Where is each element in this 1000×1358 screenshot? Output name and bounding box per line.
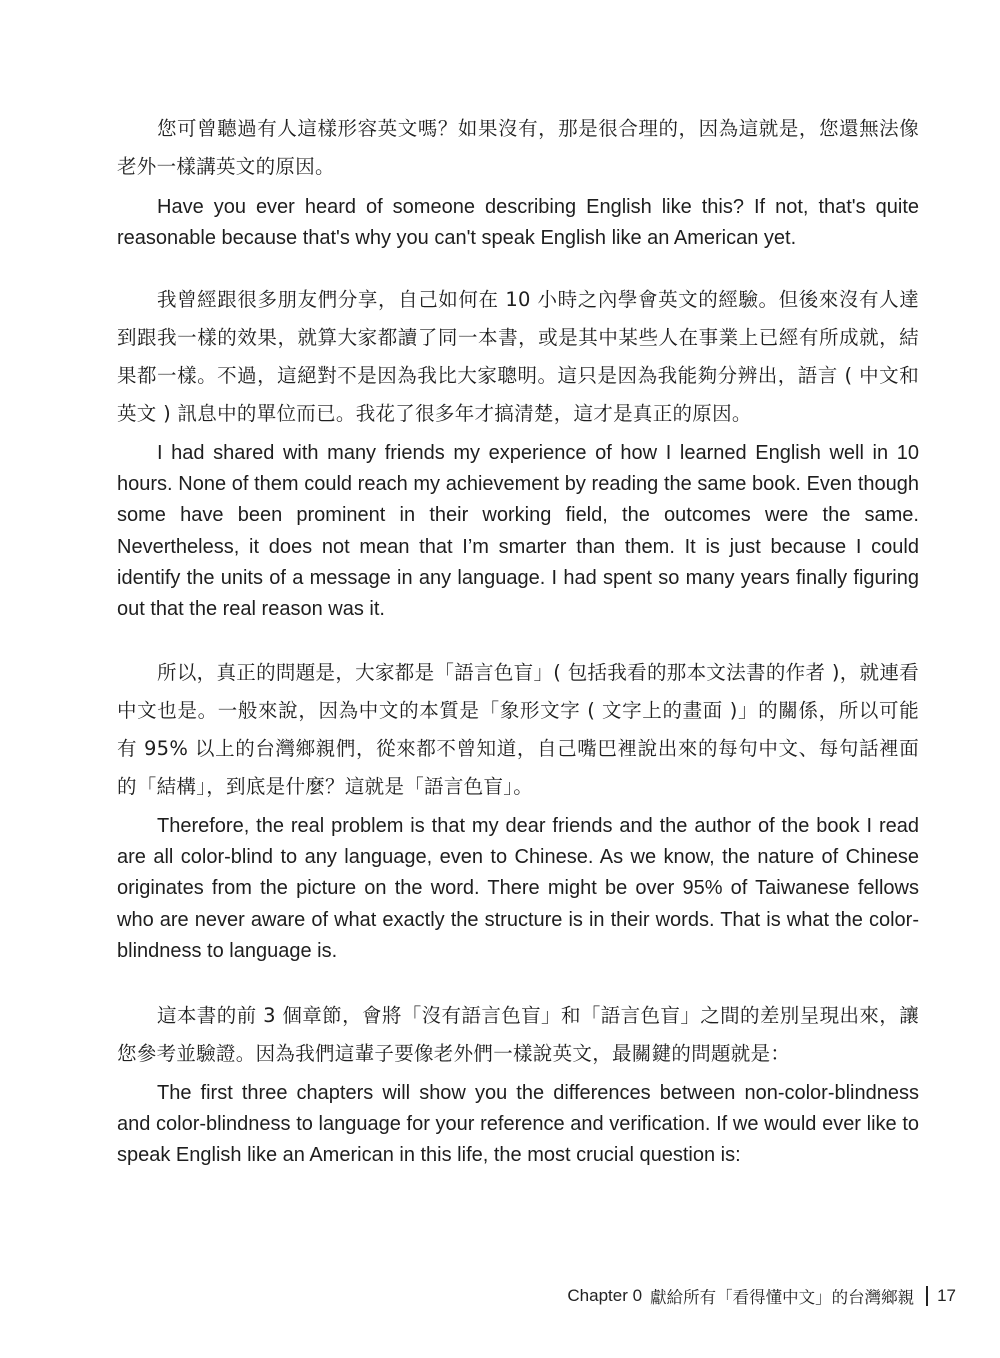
paragraph-1-english: Have you ever heard of someone describing English like this? If not, that's quite reasonable because that's why you can't speak English like an American yet. bbox=[117, 196, 919, 250]
paragraph-1 bbox=[117, 110, 919, 254]
paragraph-1-chinese: 您可曾聽過有人這樣形容英文嗎？如果沒有，那是很合理的，因為這就是，您還無法像老外一樣講英文的原因。 bbox=[117, 117, 919, 178]
paragraph-4 bbox=[117, 997, 919, 1172]
paragraph-3-chinese: 所以，真正的問題是，大家都是「語言色盲」( 包括我看的那本文法書的作者 )，就連看中文也是。一般來說，因為中文的本質是「象形文字 ( 文字上的畫面 )」的關係，所以可能有 95% 以上的台灣鄉親們，從來都不曾知道，自己嘴巴裡說出來的每句中文、每句話裡面的「結構」，到底是什麼？這就是「語言色盲」。 bbox=[117, 661, 919, 798]
page-number: 17 bbox=[937, 1286, 956, 1305]
paragraph-4-english: The first three chapters will show you the differences between non-color-blindness and color-blindness to language for your reference and verification. If we would ever like to speak English like an American in this life, the most crucial question is: bbox=[117, 1082, 919, 1167]
footer-chapter-title: 獻給所有「看得懂中文」的台灣鄉親 bbox=[650, 1288, 915, 1307]
paragraph-2 bbox=[117, 281, 919, 625]
paragraph-3-english: Therefore, the real problem is that my dear friends and the author of the book I read are all color-blind to any language, even to Chinese. As we know, the nature of Chinese originates from the picture on the word. There might be over 95% of Taiwanese fellows who are never aware of what exactly the structure is in their words. That is what the color-blindness to language is. bbox=[117, 815, 919, 962]
footer-divider bbox=[926, 1286, 928, 1306]
paragraph-2-chinese: 我曾經跟很多朋友們分享，自己如何在 10 小時之內學會英文的經驗。但後來沒有人達到跟我一樣的效果，就算大家都讀了同一本書，或是其中某些人在事業上已經有所成就，結果都一樣。不過，這絕對不是因為我比大家聰明。這只是因為我能夠分辨出，語言 ( 中文和英文 ) 訊息中的單位而已。我花了很多年才搞清楚，這才是真正的原因。 bbox=[117, 288, 919, 425]
paragraph-2-english: I had shared with many friends my experience of how I learned English well in 10 hours. None of them could reach my achievement by reading the same book. Even though some have been prominent in their working field, the outcomes were the same. Nevertheless, it does not mean that I’m smarter than them. It is just because I could identify the units of a message in any language. I had spent so many years finally figuring out that the real reason was it. bbox=[117, 442, 919, 621]
page-footer bbox=[567, 1284, 956, 1308]
footer-chapter-label: Chapter 0 bbox=[567, 1286, 643, 1305]
paragraph-3 bbox=[117, 654, 919, 967]
paragraph-4-chinese: 這本書的前 3 個章節，會將「沒有語言色盲」和「語言色盲」之間的差別呈現出來，讓您參考並驗證。因為我們這輩子要像老外們一樣說英文，最關鍵的問題就是： bbox=[117, 1004, 919, 1065]
